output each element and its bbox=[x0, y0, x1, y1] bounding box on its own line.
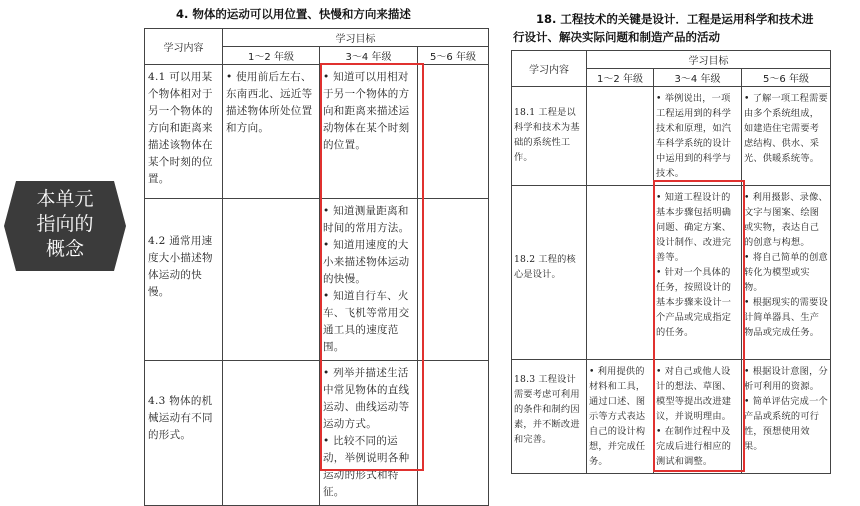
table-row bbox=[512, 87, 831, 186]
concept-badge bbox=[4, 181, 126, 271]
doc2-row2-content: 18.2 工程的核心是设计。 bbox=[512, 186, 587, 360]
bullet-text: • 知道自行车、火车、飞机等常用交通工具的速度范围。 bbox=[323, 290, 410, 353]
bullet-text: • 列举并描述生活中常见物体的直线运动、曲线运动等运动方式。 bbox=[323, 367, 410, 430]
doc2-table bbox=[511, 50, 831, 474]
bullet-text: • 知道测量距离和时间的常用方法。 bbox=[323, 205, 410, 234]
bullet-text: • 根据设计意图，分析可利用的资源。 bbox=[744, 366, 828, 392]
bullet-text: • 知道工程设计的基本步骤包括明确问题、确定方案、设计制作、改进完善等。 bbox=[656, 192, 732, 263]
doc2-row3-grade-1-2 bbox=[587, 360, 654, 474]
doc2-header-grade-1-2: 1～2 年级 bbox=[587, 69, 654, 87]
bullet-text: • 利用提供的材料和工具，通过口述、图示等方式表达自己的设计构想，并完成任务。 bbox=[589, 366, 646, 467]
doc2-row3-grade-3-4 bbox=[654, 360, 742, 474]
bullet-text: • 在制作过程中及完成后进行相应的测试和调整。 bbox=[656, 426, 732, 467]
doc2-title-line-2: 行设计、解决实际问题和制造产品的活动 bbox=[513, 30, 720, 44]
doc1-title: 4. 物体的运动可以用位置、快慢和方向来描述 bbox=[176, 7, 411, 21]
table-row bbox=[145, 199, 489, 361]
badge-line-3: 概念 bbox=[45, 238, 84, 260]
bullet-text: • 对自己或他人设计的想法、草图、模型等提出改进建议，并说明理由。 bbox=[656, 366, 732, 422]
doc1-header-goal: 学习目标 bbox=[223, 29, 489, 47]
doc2-row2-grade-5-6 bbox=[742, 186, 831, 360]
table-row bbox=[512, 360, 831, 474]
bullet-text: • 了解一项工程需要由多个系统组成，如建造住宅需要考虑结构、供水、采光、供暖系统等。 bbox=[744, 93, 828, 164]
doc1-header-grade-3-4: 3～4 年级 bbox=[320, 47, 418, 65]
doc2-row3-content: 18.3 工程设计需要考虑可利用的条件和制约因素，并不断改进和完善。 bbox=[512, 360, 587, 474]
doc1-table bbox=[144, 28, 489, 506]
doc1-row3-content: 4.3 物体的机械运动有不同的形式。 bbox=[145, 361, 223, 506]
doc1-row2-grade-5-6 bbox=[418, 199, 489, 361]
doc1-row2-grade-1-2 bbox=[223, 199, 320, 361]
badge-line-2: 指向的 bbox=[36, 213, 94, 235]
doc2-row1-grade-1-2 bbox=[587, 87, 654, 186]
doc2-header-grade-5-6: 5～6 年级 bbox=[742, 69, 831, 87]
badge-label bbox=[4, 187, 126, 262]
table-row bbox=[145, 65, 489, 199]
bullet-text: • 使用前后左右、东南西北、远近等描述物体所处位置和方向。 bbox=[226, 71, 313, 134]
doc2-row1-grade-5-6 bbox=[742, 87, 831, 186]
doc2-header-grade-3-4: 3～4 年级 bbox=[654, 69, 742, 87]
doc1-header-grade-1-2: 1～2 年级 bbox=[223, 47, 320, 65]
doc1-header-grade-5-6: 5～6 年级 bbox=[418, 47, 489, 65]
bullet-text: • 简单评估完成一个产品或系统的可行性，预想使用效果。 bbox=[744, 396, 828, 452]
doc1-row2-content: 4.2 通常用速度大小描述物体运动的快慢。 bbox=[145, 199, 223, 361]
bullet-text: • 将自己简单的创意转化为模型或实物。 bbox=[744, 252, 828, 293]
doc2-row1-content: 18.1 工程是以科学和技术为基础的系统性工作。 bbox=[512, 87, 587, 186]
doc2-header-goal: 学习目标 bbox=[587, 51, 831, 69]
doc2-title-line-1: 18. 工程技术的关键是设计．工程是运用科学和技术进 bbox=[536, 12, 814, 26]
bullet-text: • 根据现实的需要设计简单器具、生产物品或完成任务。 bbox=[744, 297, 828, 338]
bullet-text: • 知道可以用相对于另一个物体的方向和距离来描述运动物体在某个时刻的位置。 bbox=[323, 71, 410, 151]
doc2-row1-grade-3-4 bbox=[654, 87, 742, 186]
badge-line-1: 本单元 bbox=[36, 188, 94, 210]
bullet-text: • 利用摄影、录像、文字与图案、绘图或实物，表达自己的创意与构想。 bbox=[744, 192, 828, 248]
doc2-header-content: 学习内容 bbox=[512, 51, 587, 87]
doc1-row1-grade-3-4 bbox=[320, 65, 418, 199]
doc2-row3-grade-5-6 bbox=[742, 360, 831, 474]
doc1-row2-grade-3-4 bbox=[320, 199, 418, 361]
doc1-header-content: 学习内容 bbox=[145, 29, 223, 65]
bullet-text: • 针对一个具体的任务，按照设计的基本步骤来设计一个产品或完成指定的任务。 bbox=[656, 267, 732, 338]
doc1-row1-grade-1-2 bbox=[223, 65, 320, 199]
doc1-row1-content: 4.1 可以用某个物体相对于另一个物体的方向和距离来描述该物体在某个时刻的位置。 bbox=[145, 65, 223, 199]
bullet-text: • 比较不同的运动，举例说明各种运动的形式和特征。 bbox=[323, 435, 410, 498]
doc2-row2-grade-3-4 bbox=[654, 186, 742, 360]
doc2-row2-grade-1-2 bbox=[587, 186, 654, 360]
bullet-text: • 举例说出，一项工程运用到的科学技术和原理，如汽车科学系统的设计中运用到的科学与技术。 bbox=[656, 93, 732, 179]
bullet-text: • 知道用速度的大小来描述物体运动的快慢。 bbox=[323, 239, 410, 285]
doc1-row1-grade-5-6 bbox=[418, 65, 489, 199]
table-row bbox=[512, 186, 831, 360]
